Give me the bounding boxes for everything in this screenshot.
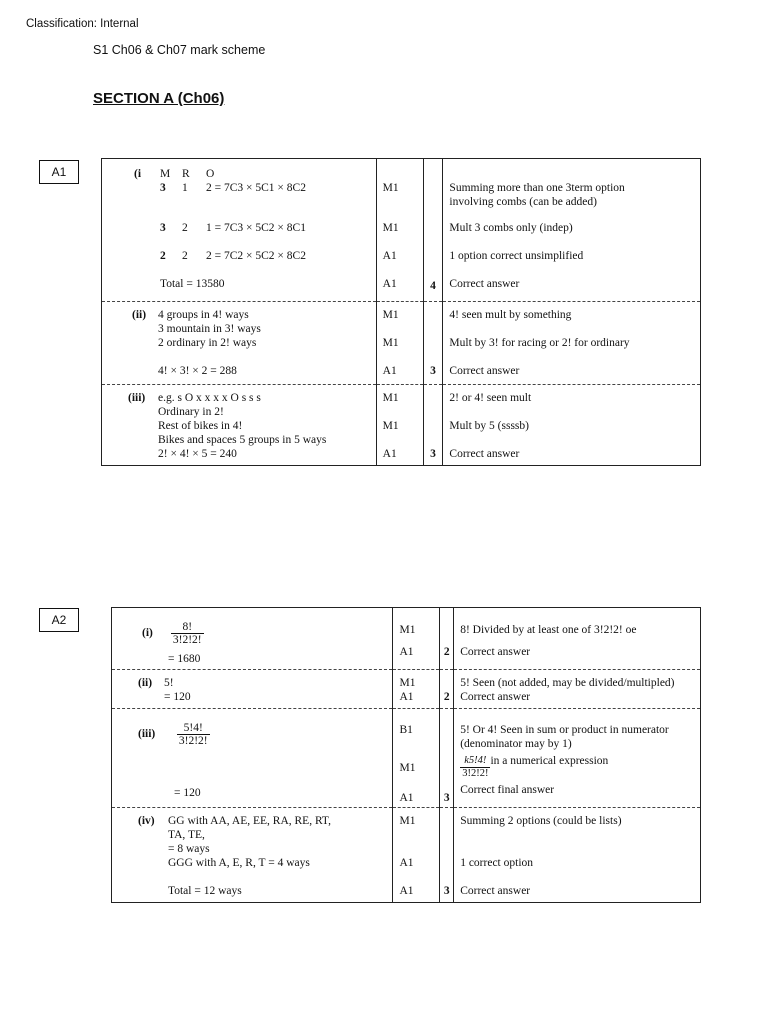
- classification-label: Classification: Internal: [26, 18, 139, 30]
- a1-part-ii-row: (ii) 4 groups in 4! ways 3 mountain in 3! ways 2 ordinary in 2! ways 4! × 3! × 2 = 288 M1 M1 A1 3 4! seen mult by something Mult by 3! for racing or 2! for ordinary Correct answer: [102, 302, 701, 385]
- mark-scheme-table-a2: [111, 607, 701, 903]
- part-number: (i: [134, 168, 142, 180]
- a2-part-iv-row: (iv) GG with AA, AE, EE, RA, RE, RT, TA, TE, = 8 ways GGG with A, E, R, T = 4 ways Total = 12 ways M1 A1 A1 3 Summing 2 options (could be lists) 1 correct option Correct answer: [112, 808, 701, 903]
- a1-part-i-row: (i M R O 3 1 2 = 7C3 × 5C1 × 8C2 3 2 1 = 7C3 × 5C2 × 8C1 2 2 2 = 7C2 × 5C2 × 8C2 Total = 13580 M1 M1 A1 A1 4 Summing more than one 3term option involving combs (can be added) Mult 3 combs only (indep) 1 option correct unsimplified Correct answer: [102, 159, 701, 302]
- section-title: SECTION A (Ch06): [93, 90, 225, 107]
- a2-part-ii-row: (ii) 5! = 120 M1 A1 2 5! Seen (not added, may be divided/multipled) Correct answer: [112, 670, 701, 709]
- document-title: S1 Ch06 & Ch07 mark scheme: [93, 43, 266, 57]
- a2-part-i-row: (i) $\frac{8!}{3!2!2!}$ = 1680 M1 A1 2 8! Divided by at least one of 3!2!2! oe Correct answer: [112, 608, 701, 670]
- mark-scheme-table-a1: [101, 158, 701, 466]
- a1-part-iii-row: (iii) e.g. s O x x x x O s s s Ordinary in 2! Rest of bikes in 4! Bikes and spaces 5 groups in 5 ways 2! × 4! × 5 = 240 M1 M1 A1 3 2! or 4! seen mult Mult by 5 (ssssb) Correct answer: [102, 385, 701, 466]
- a2-part-iii-row: (iii) $\frac{5!4!}{3!2!2!}$ = 120 B1 M1 A1 3 5! Or 4! Seen in sum or product in numerator (denominator may by 1) $\frac{k5!4!}{3!2!2!}$ in a numerical expression Correct final answer: [112, 709, 701, 808]
- question-label-a2: A2: [39, 608, 79, 632]
- question-label-a1: A1: [39, 160, 79, 184]
